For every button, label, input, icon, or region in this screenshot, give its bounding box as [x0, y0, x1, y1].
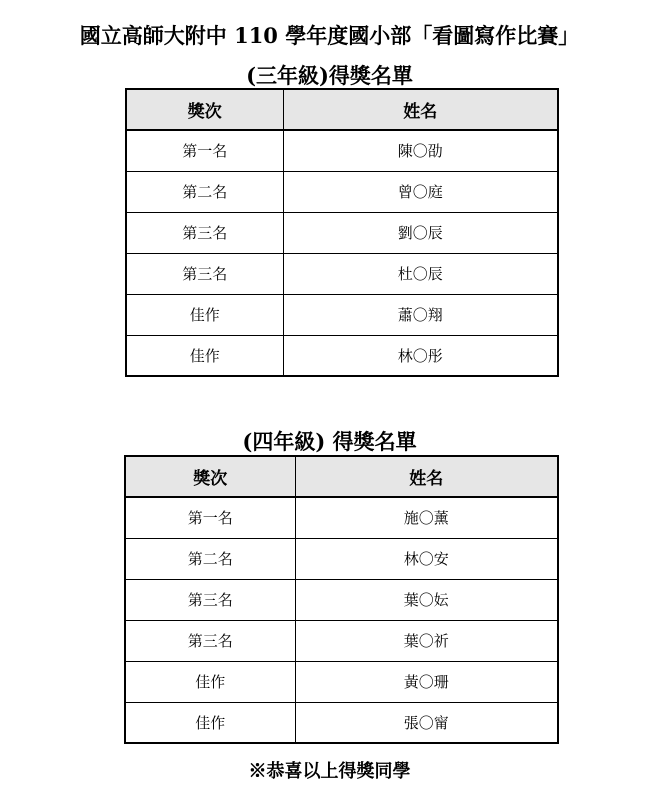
- rank-cell: 第三名: [126, 253, 283, 294]
- rank-cell: 第三名: [126, 212, 283, 253]
- rank-cell: 佳作: [125, 661, 295, 702]
- table-header-row: [125, 456, 558, 497]
- name-cell: 葉〇祈: [295, 620, 558, 661]
- rank-cell: 佳作: [125, 702, 295, 743]
- name-cell: 陳〇劭: [283, 130, 558, 171]
- header-name: 姓名: [283, 89, 558, 130]
- name-cell: 張〇甯: [295, 702, 558, 743]
- table-row: [125, 579, 558, 620]
- name-cell: 施〇薰: [295, 497, 558, 538]
- header-name: 姓名: [295, 456, 558, 497]
- rank-cell: 第三名: [125, 620, 295, 661]
- table-row: [125, 620, 558, 661]
- table-row: [125, 702, 558, 743]
- rank-cell: 第一名: [125, 497, 295, 538]
- rank-cell: 第二名: [126, 171, 283, 212]
- table-row: [125, 538, 558, 579]
- rank-cell: 第二名: [125, 538, 295, 579]
- grade4-award-table: [124, 455, 559, 744]
- table-header-row: [126, 89, 558, 130]
- table-row: [125, 497, 558, 538]
- grade3-award-table: [125, 88, 559, 377]
- rank-cell: 第三名: [125, 579, 295, 620]
- grade3-subtitle: (三年級)得獎名單: [246, 63, 413, 88]
- table-row: [125, 661, 558, 702]
- name-cell: 黃〇珊: [295, 661, 558, 702]
- rank-cell: 佳作: [126, 335, 283, 376]
- table-row: [126, 212, 558, 253]
- page-title: 國立高師大附中 110 學年度國小部「看圖寫作比賽」: [79, 23, 580, 48]
- name-cell: 林〇安: [295, 538, 558, 579]
- rank-cell: 佳作: [126, 294, 283, 335]
- name-cell: 林〇彤: [283, 335, 558, 376]
- congratulations-note: ※恭喜以上得獎同學: [248, 761, 411, 782]
- table-row: [126, 171, 558, 212]
- header-rank: 獎次: [126, 89, 283, 130]
- name-cell: 蕭〇翔: [283, 294, 558, 335]
- name-cell: 杜〇辰: [283, 253, 558, 294]
- table-row: [126, 253, 558, 294]
- rank-cell: 第一名: [126, 130, 283, 171]
- table-row: [126, 294, 558, 335]
- header-rank: 獎次: [125, 456, 295, 497]
- table-row: [126, 130, 558, 171]
- grade4-subtitle: (四年級) 得獎名單: [242, 429, 417, 454]
- table-row: [126, 335, 558, 376]
- name-cell: 曾〇庭: [283, 171, 558, 212]
- name-cell: 葉〇妘: [295, 579, 558, 620]
- name-cell: 劉〇辰: [283, 212, 558, 253]
